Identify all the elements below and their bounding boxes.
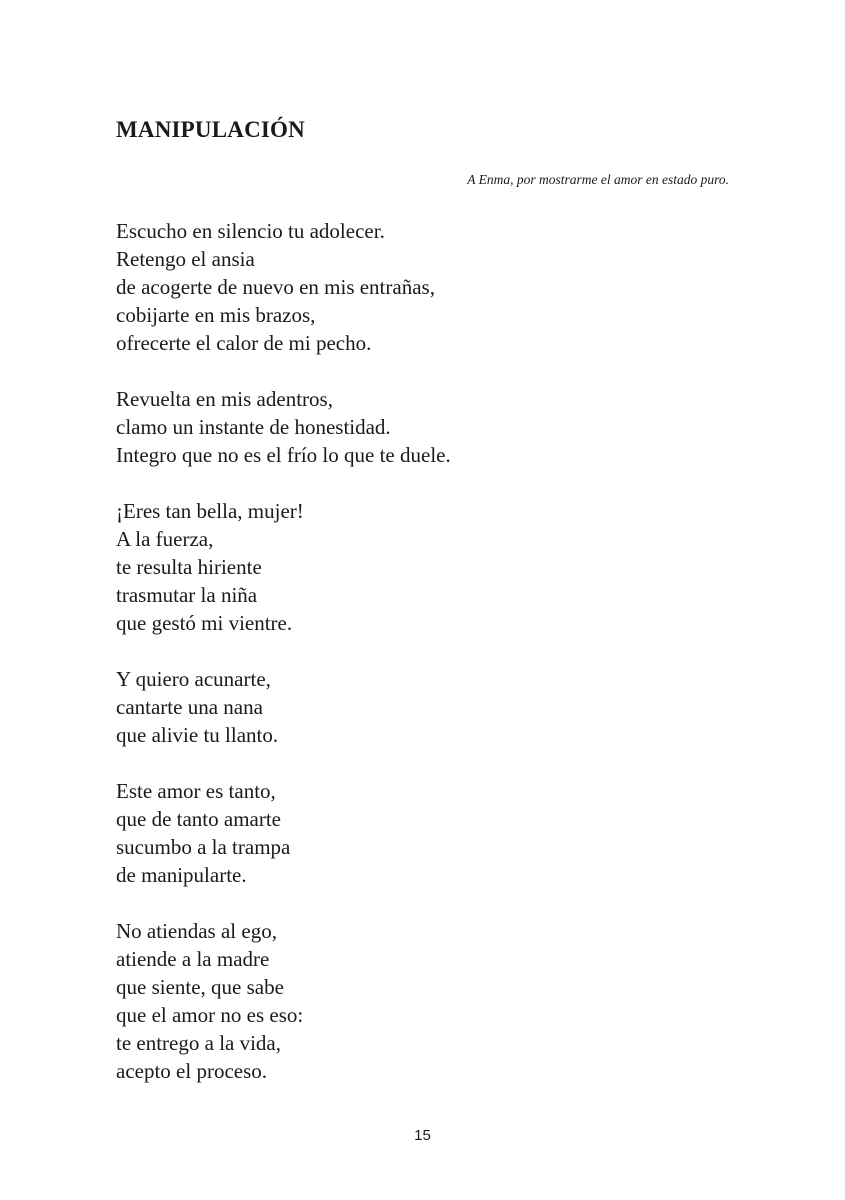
- poem-line: ofrecerte el calor de mi pecho.: [116, 331, 372, 355]
- poem-line: Escucho en silencio tu adolecer.: [116, 219, 385, 243]
- poem-line: No atiendas al ego,: [116, 919, 277, 943]
- poem-line: de acogerte de nuevo en mis entrañas,: [116, 275, 435, 299]
- stanza-5: [116, 777, 736, 889]
- poem-line: que gestó mi vientre.: [116, 611, 293, 635]
- page-number: 15: [414, 1127, 431, 1144]
- poem-line: sucumbo a la trampa: [116, 835, 291, 859]
- stanza-3: [116, 497, 736, 637]
- poem-line: Retengo el ansia: [116, 247, 255, 271]
- dedication: A Enma, por mostrarme el amor en estado puro.: [467, 172, 729, 187]
- poem-line: clamo un instante de honestidad.: [116, 415, 391, 439]
- poem-line: que alivie tu llanto.: [116, 723, 279, 747]
- stanza-6: [116, 917, 736, 1085]
- poem-body: [116, 217, 736, 1113]
- stanza-1: [116, 217, 736, 357]
- poem-line: Revuelta en mis adentros,: [116, 387, 333, 411]
- poem-line: te entrego a la vida,: [116, 1031, 282, 1055]
- poem-line: que el amor no es eso:: [116, 1003, 304, 1027]
- poem-line: te resulta hiriente: [116, 555, 262, 579]
- stanza-2: [116, 385, 736, 469]
- poem-line: Y quiero acunarte,: [116, 667, 271, 691]
- poem-line: que siente, que sabe: [116, 975, 284, 999]
- poem-line: cobijarte en mis brazos,: [116, 303, 316, 327]
- poem-line: ¡Eres tan bella, mujer!: [116, 499, 304, 523]
- poem-line: de manipularte.: [116, 863, 247, 887]
- poem-line: atiende a la madre: [116, 947, 270, 971]
- poem-line: que de tanto amarte: [116, 807, 282, 831]
- stanza-4: [116, 665, 736, 749]
- poem-line: trasmutar la niña: [116, 583, 258, 607]
- poem-title: MANIPULACIÓN: [116, 117, 305, 142]
- poem-line: acepto el proceso.: [116, 1059, 268, 1083]
- poem-line: Este amor es tanto,: [116, 779, 276, 803]
- poem-line: A la fuerza,: [116, 527, 214, 551]
- poem-line: cantarte una nana: [116, 695, 263, 719]
- poem-line: Integro que no es el frío lo que te duele.: [116, 443, 451, 467]
